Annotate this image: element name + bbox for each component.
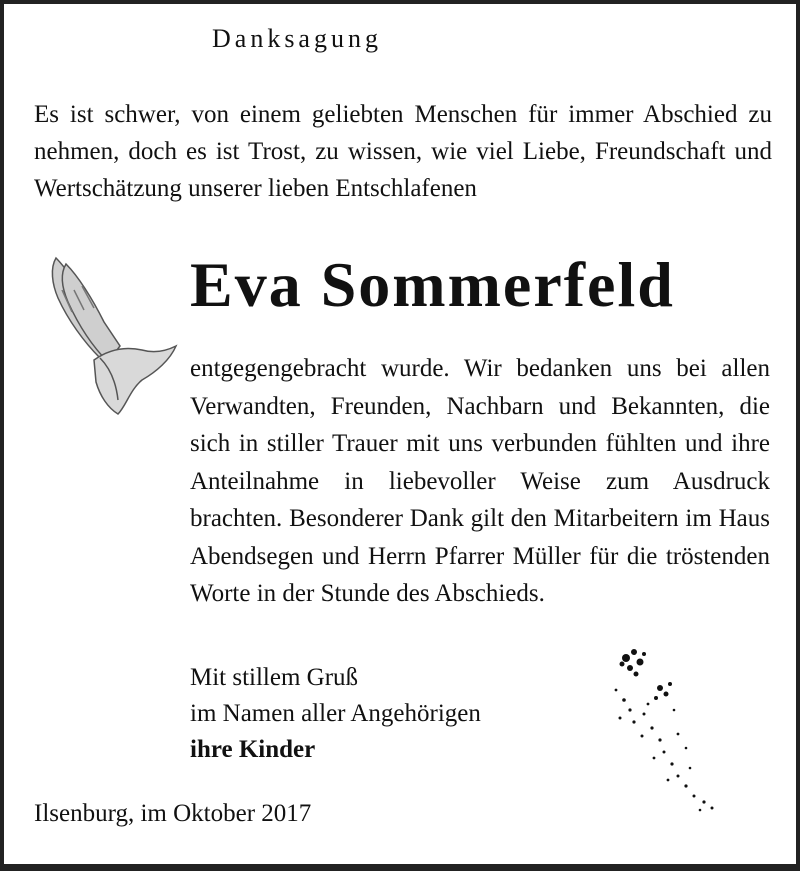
body-paragraph: entgegengebracht wurde. Wir bedanken uns bei allen Verwandten, Freunden, Nachbarn und Bekannten, die sich in stiller Trauer mit uns verbunden fühlten und ihre Anteilnahme in liebevoller Weise zum Ausdruck brachten. Besonderer Dank gilt den Mitarbeitern im Haus Abendsegen und Herrn Pfarrer Müller für die tröstenden Worte in der Stunde des Abschieds. xyxy=(190,355,770,607)
notice-heading: Danksagung xyxy=(212,24,382,53)
closing-signoff: ihre Kinder xyxy=(190,736,316,763)
praying-hands-icon xyxy=(38,250,178,420)
closing-block xyxy=(190,660,481,768)
place-date: Ilsenburg, im Oktober 2017 xyxy=(34,800,312,827)
closing-greeting: Mit stillem Gruß xyxy=(190,664,359,691)
deceased-name: Eva Sommerfeld xyxy=(190,249,675,320)
rose-icon xyxy=(604,640,734,820)
closing-relatives: im Namen aller Angehörigen xyxy=(190,700,481,727)
intro-paragraph: Es ist schwer, von einem geliebten Menschen für immer Abschied zu nehmen, doch es ist Trost, zu wissen, wie viel Liebe, Freundschaft und Wertschätzung unserer lieben Entschlafenen xyxy=(34,101,772,202)
